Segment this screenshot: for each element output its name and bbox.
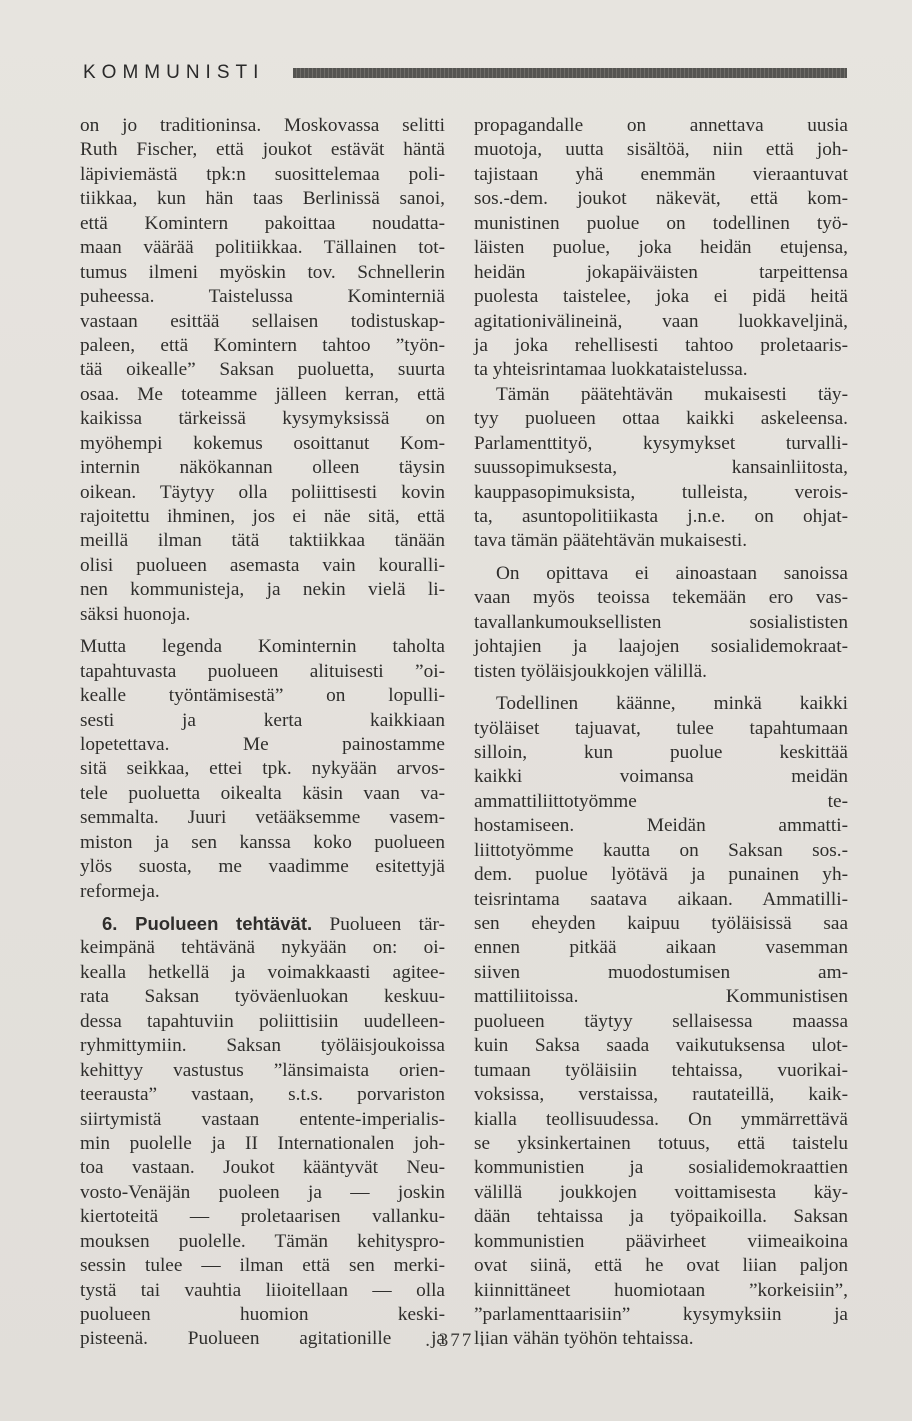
text-line: myöhempi kokemus osoittanut Kom- [80,432,445,454]
text-line: Tämän päätehtävän mukaisesti täy- [496,383,848,405]
text-line: liittotyömme kautta on Saksan sos.- [474,839,848,861]
text-line: reformeja. [80,880,160,902]
text-line: miston ja sen kanssa koko puolueen [80,831,445,853]
text-line: sitä seikkaa, ettei tpk. nykyään arvos- [80,758,445,780]
text-line: dessa tapahtuviin poliittisiin uudelleen- [80,1010,445,1032]
text-line: olisi puolueen asemasta vain kouralli- [80,554,445,576]
text-line: silloin, kun puolue keskittää [474,741,848,763]
text-line: vosto-Venäjän puoleen ja — joskin [80,1181,445,1203]
text-line: kaikissa tärkeissä kysymyksissä on [80,408,445,430]
text-line: dään tehtaissa ja työpaikoilla. Saksan [474,1206,848,1228]
text-line: ylös suosta, me vaadimme esitettyjä [80,856,445,878]
text-line: kehittyy vastustus ”länsimaista orien- [80,1059,445,1081]
text-line: puolueen täytyy sellaisessa maassa [474,1010,848,1032]
text-line: tele puoluetta oikealta käsin vaan va- [80,782,445,804]
text-line: heidän jokapäiväisten tarpeittensa [474,261,848,283]
text-line: liian vähän työhön tehtaissa. [474,1328,694,1350]
text-line: sesti ja kerta kaikkiaan [80,709,445,731]
text-line: kiinnittäneet huomiotaan ”korkeisiin”, [474,1279,848,1301]
text-line: vastaan esittää sellaisen todistuskap- [80,310,445,332]
text-fragment: Puolueen tär- [312,914,445,935]
text-line: nen kommunisteja, ja nekin vielä li- [80,579,445,601]
text-line: paleen, että Komintern tahtoo ”työn- [80,334,445,356]
text-line: tystä tai vauhtia liioitellaan — olla [80,1279,445,1301]
text-line: ”parlamenttaarisiin” kysymyksiin ja [474,1304,848,1325]
text-line: sos.-dem. joukot näkevät, että kom- [474,188,848,210]
text-line: säksi huonoja. [80,603,191,625]
text-line: kauppasopimuksista, tulleista, verois- [474,481,848,503]
text-line: tava tämän päätehtävän mukaisesti. [474,530,748,552]
text-line: Parlamenttityö, kysymykset turvalli- [474,432,848,454]
text-line: osaa. Me toteamme jälleen kerran, että [80,383,445,405]
text-line: ryhmittymiin. Saksan työläisjoukoissa [80,1035,445,1057]
text-line: Todellinen käänne, minkä kaikki [496,693,848,715]
running-header [83,60,847,86]
header-rule [293,68,847,78]
text-line: puheessa. Taistelussa Kominterniä [80,286,445,308]
page-number: . 377 . [425,1330,487,1351]
text-line: toa vastaan. Joukot kääntyvät Neu- [80,1157,445,1179]
text-line: agitationivälineinä, vaan luokkaveljinä, [474,310,848,332]
text-line: kommunistien ja sosialidemokraattien [474,1157,848,1179]
text-line: ja joka rehellisesti tahtoo proletaaris- [474,334,848,356]
text-line: ta yhteisrintamaa luokkataistelussa. [474,359,748,381]
text-line: mouksen puolelle. Tämän kehityspro- [80,1230,445,1252]
text-line: tavallankumouksellisten sosialististen [474,611,848,633]
section-heading-line [80,912,445,936]
text-line: on jo traditioninsa. Moskovassa selitti [80,115,445,136]
text-line: meillä ilman tätä taktiikkaa tänään [80,530,445,552]
right-column [474,114,848,1352]
text-line: ta, asuntopolitiikasta j.n.e. on ohjat- [474,506,848,527]
text-line: oikean. Täytyy olla poliittisesti kovin [80,481,445,503]
text-line: internin näkökannan olleen täysin [80,457,445,479]
text-line: ovat siinä, että he ovat liian paljon [474,1255,848,1277]
text-line: tumus ilmeni myöskin tov. Schnellerin [80,261,445,283]
text-line: rajoitettu ihminen, jos ei näe sitä, että [80,506,445,527]
text-line: semmalta. Juuri vetääksemme vasem- [80,807,445,829]
text-line: kommunistien päävirheet viimeaikoina [474,1230,848,1252]
text-line: tää oikealle” Saksan puoluetta, suurta [80,359,445,381]
text-line: pisteenä. Puolueen agitationille ja [80,1328,445,1350]
text-line: tiikkaa, kun hän taas Berlinissä sanoi, [80,188,445,210]
paragraph-gap [474,554,848,562]
text-line: läisten puolue, joka heidän etujensa, [474,237,848,259]
text-line: puolueen huomion keski- [80,1304,445,1325]
text-line: siirtymistä vastaan entente-imperialis- [80,1108,445,1130]
text-line: dem. puolue lyötävä ja punainen yh- [474,864,848,886]
text-line: suussopimuksesta, kansainliitosta, [474,457,848,479]
text-line: muotoja, uutta sisältöä, niin että joh- [474,139,848,161]
text-line: munistinen puolue on todellinen työ- [474,212,848,234]
text-line: sessin tulee — ilman että sen merki- [80,1255,445,1277]
text-line: teerausta” vastaan, s.t.s. porvariston [80,1084,445,1106]
text-line: kiertoteitä — proletaarisen vallanku- [80,1206,445,1228]
text-line: On opittava ei ainoastaan sanoissa [496,562,848,584]
journal-title: KOMMUNISTI [83,62,265,83]
text-line: tajistaan yhä enemmän vieraantuvat [474,163,848,185]
paragraph-gap [474,684,848,692]
text-line: puolesta taistelee, joka ei pidä heitä [474,286,848,308]
text-line: ennen pitkää aikaan vasemman [474,937,848,959]
text-line: se yksinkertainen totuus, että taistelu [474,1132,848,1154]
text-line: mattiliitoissa. Kommunistisen [474,986,848,1008]
text-line: kealle työntämisestä” on lopulli- [80,685,445,707]
text-line: Mutta legenda Kominternin taholta [80,636,445,658]
text-line: siiven muodostumisen am- [474,961,848,983]
paragraph-gap [80,904,445,912]
text-line: tisten työläisjoukkojen välillä. [474,660,707,682]
text-line: ammattiliittotyömme te- [474,790,848,812]
text-line: teisrintama saatava aikaan. Ammatilli- [474,888,848,910]
text-line: tyy puolueen ottaa kaikki askeleensa. [474,408,848,430]
text-line: Ruth Fischer, että joukot estävät häntä [80,139,445,161]
text-line: propagandalle on annettava uusia [474,115,848,136]
text-line: sen eheyden kaipuu työläisissä saa [474,913,848,934]
text-line: min puolelle ja II Internationalen joh- [80,1132,445,1154]
text-line: johtajien ja laajojen sosialidemokraat- [474,636,848,658]
text-line: työläiset tajuavat, tulee tapahtumaan [474,717,848,739]
text-line: kuin Saksa saada vaikutuksensa ulot- [474,1035,848,1057]
text-line: keimpänä tehtävänä nykyään on: oi- [80,937,445,959]
text-line: vaan myös teoissa tekemään ero vas- [474,587,848,609]
text-line: läpiviemästä tpk:n suosittelemaa poli- [80,163,445,185]
text-line: välillä joukkojen voittamisesta käy- [474,1181,848,1203]
text-line: hostamiseen. Meidän ammatti- [474,815,848,837]
text-line: kaikki voimansa meidän [474,766,848,788]
paragraph-gap [80,627,445,635]
text-line: rata Saksan työväenluokan keskuu- [80,986,445,1008]
text-line: maan väärää politiikkaa. Tällainen tot- [80,237,445,259]
text-line: kealla hetkellä ja voimakkaasti agitee- [80,961,445,983]
section-heading: 6. Puolueen tehtävät. [102,913,313,934]
text-line: lopetettava. Me painostamme [80,733,445,755]
text-line: tumaan työläisiin tehtaissa, vuorikai- [474,1059,848,1081]
left-column [80,114,445,1352]
text-line: että Komintern pakoittaa noudatta- [80,212,445,234]
text-line: tapahtuvasta puolueen alituisesti ”oi- [80,660,445,682]
text-line: voksissa, verstaissa, rautateillä, kaik- [474,1084,848,1106]
text-line: kialla teollisuudessa. On ymmärrettävä [474,1108,848,1130]
